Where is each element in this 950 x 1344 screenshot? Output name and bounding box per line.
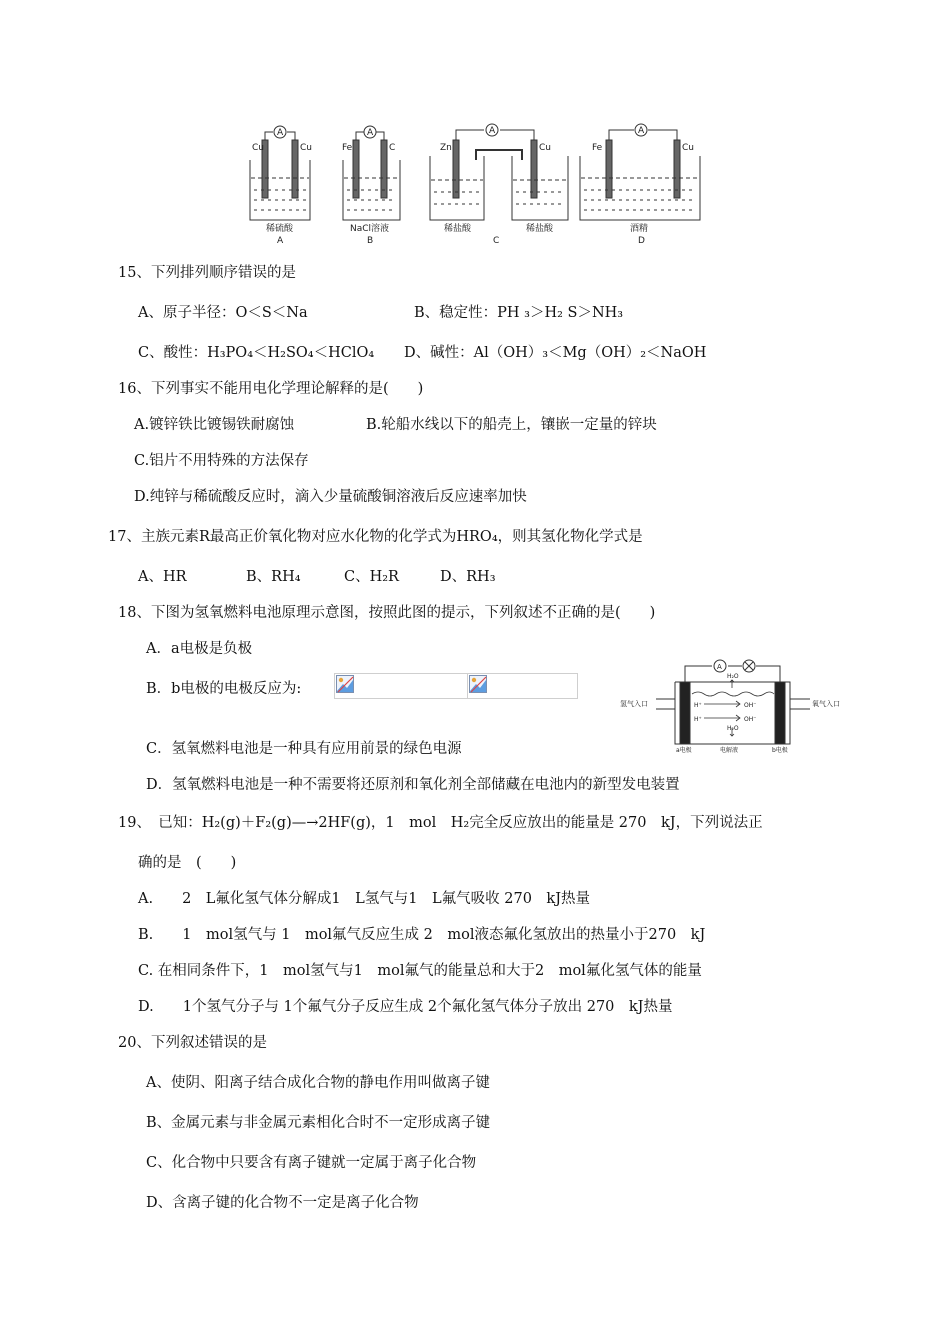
cell-b-solution: NaCl溶液	[350, 224, 390, 234]
broken-image-icon	[469, 675, 487, 693]
fuel-cell-h2o-top: H₂O	[727, 673, 739, 680]
broken-image-2	[467, 673, 578, 699]
q18-option-d: D．氢氧燃料电池是一种不需要将还原剂和氧化剂全部储藏在电池内的新型发电装置	[146, 777, 680, 793]
cell-c-letter: C	[493, 236, 500, 246]
q16-option-b: B.轮船水线以下的船壳上，镶嵌一定量的锌块	[366, 417, 657, 433]
fuel-cell-h2o-bottom: H₂O	[727, 725, 739, 732]
q17-option-d: D、RH₃	[440, 569, 496, 585]
q16-option-a: A.镀锌铁比镀锡铁耐腐蚀	[134, 417, 295, 433]
cell-c-solution-1: 稀盐酸	[444, 224, 472, 234]
q19-stem-line-1: 19、 已知：H₂(g)＋F₂(g)—→2HF(g)，1 mol H₂完全反应放出的能量是 270 kJ，下列说法正	[118, 815, 763, 831]
cell-a-right: Cu	[300, 143, 312, 153]
meter-b-label: A	[367, 128, 374, 138]
cell-b-letter: B	[367, 236, 374, 246]
cells-figure	[240, 120, 710, 248]
cell-d-left: Fe	[592, 143, 603, 153]
cell-c-right: Cu	[539, 143, 551, 153]
cell-c-left: Zn	[440, 143, 452, 153]
q19-stem-line-2: 确的是 ( )	[138, 855, 237, 871]
q20-option-c: C、化合物中只要含有离子键就一定属于离子化合物	[146, 1155, 477, 1171]
cell-b-left: Fe	[342, 143, 353, 153]
q15-option-d: D、碱性：Al（OH）₃＜Mg（OH）₂＜NaOH	[404, 345, 707, 361]
q20-option-b: B、金属元素与非金属元素相化合时不一定形成离子键	[146, 1115, 491, 1131]
cell-a-letter: A	[277, 236, 284, 246]
fuel-cell-meter-label: A	[717, 663, 722, 671]
q19-option-d: D. 1个氢气分子与 1个氟气分子反应生成 2个氟化氢气体分子放出 270 kJ热量	[138, 999, 673, 1015]
fuel-cell-o2-inlet: 氧气入口	[812, 700, 840, 708]
fuel-cell-oh-2: OH⁻	[744, 716, 757, 723]
cell-a-left: Cu	[252, 143, 264, 153]
fuel-cell-electrolyte: 电解液	[720, 747, 739, 754]
cell-d-solution: 酒精	[630, 224, 649, 234]
q15-option-a: A、原子半径：O＜S＜Na	[138, 305, 308, 321]
q17-option-a: A、HR	[138, 569, 187, 585]
fuel-cell-h2-inlet: 氢气入口	[620, 700, 648, 708]
q17-option-b: B、RH₄	[246, 569, 301, 585]
q20-option-d: D、含离子键的化合物不一定是离子化合物	[146, 1195, 419, 1211]
cell-b-right: C	[389, 143, 396, 153]
q18-option-c: C．氢氧燃料电池是一种具有应用前景的绿色电源	[146, 741, 462, 757]
broken-image-1	[334, 673, 468, 699]
q20-option-a: A、使阴、阳离子结合成化合物的静电作用叫做离子键	[146, 1075, 490, 1091]
q18-option-a: A．a电极是负极	[146, 641, 253, 657]
q15-option-b: B、稳定性：PH ₃＞H₂ S＞NH₃	[414, 305, 624, 321]
q19-option-c: C. 在相同条件下，1 mol氢气与1 mol氟气的能量总和大于2 mol氟化氢气体的能量	[138, 963, 702, 979]
q17-option-c: C、H₂R	[344, 569, 399, 585]
fuel-cell-figure	[620, 656, 845, 756]
q18-option-b: B．b电极的电极反应为:	[146, 681, 302, 697]
q19-option-a: A. 2 L氟化氢气体分解成1 L氢气与1 L氟气吸收 270 kJ热量	[138, 891, 591, 907]
q18-stem: 18、下图为氢氧燃料电池原理示意图，按照此图的提示，下列叙述不正确的是( )	[118, 605, 656, 621]
fuel-cell-hplus-2: H⁺	[694, 716, 702, 723]
meter-c-label: A	[489, 126, 496, 136]
cell-d-letter: D	[638, 236, 645, 246]
q20-stem: 20、下列叙述错误的是	[118, 1035, 267, 1051]
cell-a-solution: 稀硫酸	[266, 224, 294, 234]
cell-d-right: Cu	[682, 143, 694, 153]
meter-d-label: A	[638, 126, 645, 136]
q17-stem: 17、主族元素R最高正价氧化物对应水化物的化学式为HRO₄，则其氢化物化学式是	[108, 529, 643, 545]
fuel-cell-b-electrode: b电极	[772, 747, 788, 754]
meter-a-label: A	[277, 128, 284, 138]
q16-option-c: C.铝片不用特殊的方法保存	[134, 453, 309, 469]
q15-option-c: C、酸性：H₃PO₄＜H₂SO₄＜HClO₄	[138, 345, 375, 361]
broken-image-icon	[336, 675, 354, 693]
q15-stem: 15、下列排列顺序错误的是	[118, 265, 296, 281]
fuel-cell-hplus-1: H⁺	[694, 702, 702, 709]
q19-option-b: B. 1 mol氢气与 1 mol氟气反应生成 2 mol液态氟化氢放出的热量小于270 kJ	[138, 927, 706, 943]
q16-option-d: D.纯锌与稀硫酸反应时，滴入少量硫酸铜溶液后反应速率加快	[134, 489, 527, 505]
cell-c-solution-2: 稀盐酸	[526, 224, 554, 234]
q16-stem: 16、下列事实不能用电化学理论解释的是( )	[118, 381, 424, 397]
fuel-cell-oh-1: OH⁻	[744, 702, 757, 709]
fuel-cell-a-electrode: a电极	[676, 747, 692, 754]
